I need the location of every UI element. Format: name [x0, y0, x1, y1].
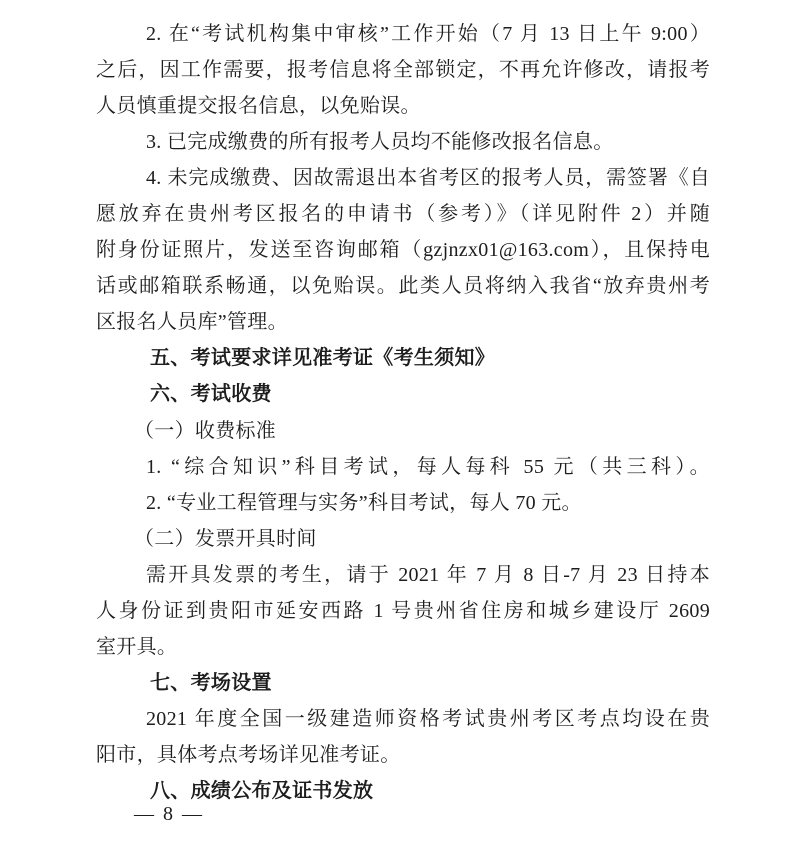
section-heading: 六、考试收费 [150, 383, 272, 406]
document-line: 人员慎重提交报名信息，以免贻误。 [96, 95, 421, 118]
document-line: 区报名人员库”管理。 [96, 311, 288, 334]
document-line: 3. 已完成缴费的所有报考人员均不能修改报名信息。 [146, 131, 614, 154]
sub-heading: （二）发票开具时间 [134, 527, 317, 550]
document-line: 室开具。 [96, 635, 178, 658]
document-line: 4. 未完成缴费、因故需退出本省考区的报考人员，需签署《自 [146, 167, 710, 190]
document-line: 话或邮箱联系畅通，以免贻误。此类人员将纳入我省“放弃贵州考 [96, 275, 710, 298]
document-line: 附身份证照片，发送至咨询邮箱（gzjnzx01@163.com），且保持电 [96, 239, 710, 262]
document-line: 2. 在“考试机构集中审核”工作开始（7 月 13 日上午 9:00） [146, 23, 710, 45]
document-line: 2021 年度全国一级建造师资格考试贵州考区考点均设在贵 [146, 707, 710, 730]
section-heading: 八、成绩公布及证书发放 [150, 779, 374, 802]
section-heading: 七、考场设置 [150, 671, 272, 694]
document-line: 2. “专业工程管理与实务”科目考试，每人 70 元。 [146, 491, 582, 514]
document-line: 需开具发票的考生，请于 2021 年 7 月 8 日-7 月 23 日持本 [146, 563, 710, 586]
document-line: 1. “综合知识”科目考试，每人每科 55 元（共三科）。 [146, 455, 710, 478]
section-heading: 五、考试要求详见准考证《考生须知》 [150, 347, 496, 370]
document-line: 阳市，具体考点考场详见准考证。 [96, 743, 401, 766]
document-line: 愿放弃在贵州考区报名的申请书（参考）》（详见附件 2）并随 [96, 203, 710, 226]
page-number: — 8 — [134, 803, 204, 825]
document-line: 人身份证到贵阳市延安西路 1 号贵州省住房和城乡建设厅 2609 [96, 599, 710, 622]
document-body [96, 16, 710, 809]
document-line: 之后，因工作需要，报考信息将全部锁定，不再允许修改，请报考 [96, 59, 710, 82]
sub-heading: （一）收费标准 [134, 419, 277, 442]
